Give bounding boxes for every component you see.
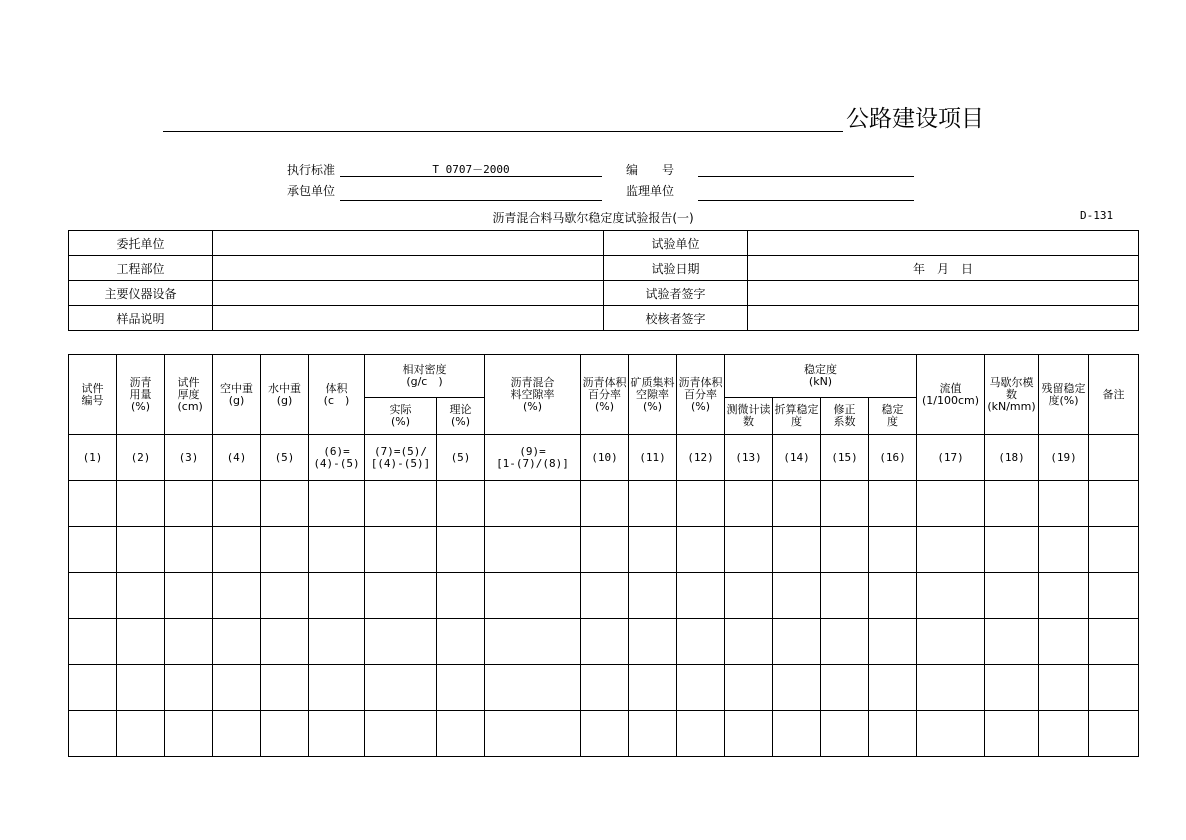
table-cell[interactable] <box>437 665 485 711</box>
table-cell[interactable] <box>1089 573 1139 619</box>
table-cell[interactable] <box>917 711 985 757</box>
table-row <box>69 711 1139 757</box>
table-cell[interactable] <box>821 711 869 757</box>
col-flow: 流值 <box>939 381 962 395</box>
page-title: 公路建设项目 <box>846 106 984 132</box>
title-underline <box>163 131 843 132</box>
num-15: (15) <box>821 435 869 481</box>
table-cell[interactable] <box>165 619 213 665</box>
num-6b: (4)-(5) <box>313 456 360 470</box>
table-cell[interactable] <box>581 711 629 757</box>
table-cell[interactable] <box>117 619 165 665</box>
col-relative-density-unit: (g/c ) <box>406 375 443 388</box>
sample-desc-field[interactable] <box>213 306 604 331</box>
table-cell[interactable] <box>581 619 629 665</box>
col-void-ratio: 沥青混合 <box>510 375 555 389</box>
table-cell[interactable] <box>165 665 213 711</box>
table-cell[interactable] <box>365 573 437 619</box>
col-thickness: 试件厚度(cm) <box>177 375 203 413</box>
num-13: (13) <box>725 435 773 481</box>
table-cell[interactable] <box>985 481 1039 527</box>
table-cell[interactable] <box>1089 619 1139 665</box>
table-cell[interactable] <box>629 619 677 665</box>
num-remarks <box>1089 435 1139 481</box>
table-cell[interactable] <box>261 711 309 757</box>
table-cell[interactable] <box>581 481 629 527</box>
test-date-field[interactable]: 年 月 日 <box>748 256 1139 281</box>
table-cell[interactable] <box>365 665 437 711</box>
info-table <box>68 230 1139 331</box>
table-cell[interactable] <box>629 711 677 757</box>
test-unit-field[interactable] <box>748 231 1139 256</box>
table-cell[interactable] <box>821 527 869 573</box>
table-cell[interactable] <box>581 665 629 711</box>
number-label: 编 号 <box>626 163 675 177</box>
col-actual-unit: (%) <box>390 415 411 428</box>
num-17: (17) <box>917 435 985 481</box>
table-cell[interactable] <box>677 527 725 573</box>
table-cell[interactable] <box>1039 665 1089 711</box>
table-cell[interactable] <box>869 573 917 619</box>
col-asphalt-volume-2: 沥青体积百分率(%) <box>678 375 723 413</box>
supervisor-underline <box>698 200 914 201</box>
table-cell[interactable] <box>917 573 985 619</box>
main-table <box>68 354 1139 757</box>
table-cell[interactable] <box>365 527 437 573</box>
table-cell[interactable] <box>309 619 365 665</box>
project-part-label: 工程部位 <box>69 256 213 281</box>
tester-sign-field[interactable] <box>748 281 1139 306</box>
table-cell[interactable] <box>677 619 725 665</box>
table-cell[interactable] <box>1089 711 1139 757</box>
table-cell[interactable] <box>1039 481 1089 527</box>
table-cell[interactable] <box>869 619 917 665</box>
table-cell[interactable] <box>869 527 917 573</box>
table-cell[interactable] <box>261 665 309 711</box>
col-specimen-no: 试件编号 <box>81 381 104 407</box>
data-rows <box>69 481 1139 757</box>
col-void-ratio-unit: (%) <box>522 399 543 413</box>
col-weight-air-unit: (g) <box>228 393 245 407</box>
table-cell[interactable] <box>485 711 581 757</box>
col-weight-water-unit: (g) <box>276 393 293 407</box>
table-cell[interactable] <box>773 665 821 711</box>
table-cell[interactable] <box>117 481 165 527</box>
contractor-underline <box>340 200 602 201</box>
table-cell[interactable] <box>365 481 437 527</box>
col-dial-reading: 测微计读数 <box>726 403 771 428</box>
table-cell[interactable] <box>677 711 725 757</box>
table-cell[interactable] <box>213 711 261 757</box>
table-cell[interactable] <box>821 619 869 665</box>
table-cell[interactable] <box>985 665 1039 711</box>
col-stability-value: 稳定度 <box>881 403 904 428</box>
num-4: (4) <box>213 435 261 481</box>
col-theory: 理论 <box>449 403 472 416</box>
table-cell[interactable] <box>165 527 213 573</box>
num-3: (3) <box>165 435 213 481</box>
header-row-1 <box>69 355 1139 398</box>
col-weight-air: 空中重 <box>220 381 253 395</box>
table-cell[interactable] <box>629 573 677 619</box>
standard-value: T 0707－2000 <box>432 163 510 176</box>
client-label: 委托单位 <box>69 231 213 256</box>
table-row <box>69 527 1139 573</box>
table-cell[interactable] <box>725 527 773 573</box>
table-cell[interactable] <box>485 573 581 619</box>
info-row <box>69 281 1139 306</box>
table-cell[interactable] <box>581 573 629 619</box>
num-2: (2) <box>117 435 165 481</box>
info-row <box>69 256 1139 281</box>
table-cell[interactable] <box>773 527 821 573</box>
table-cell[interactable] <box>821 573 869 619</box>
table-cell[interactable] <box>1039 573 1089 619</box>
num-11: (11) <box>629 435 677 481</box>
col-volume: 体积 <box>325 381 348 395</box>
table-cell[interactable] <box>213 573 261 619</box>
table-cell[interactable] <box>213 619 261 665</box>
table-cell[interactable] <box>1089 527 1139 573</box>
table-cell[interactable] <box>773 619 821 665</box>
num-7b: [(4)-(5)] <box>370 456 431 470</box>
table-cell[interactable] <box>629 481 677 527</box>
test-date-label: 试验日期 <box>604 256 748 281</box>
col-theory-unit: (%) <box>450 415 471 428</box>
num-18: (18) <box>985 435 1039 481</box>
table-cell[interactable] <box>437 573 485 619</box>
table-cell[interactable] <box>985 711 1039 757</box>
table-cell[interactable] <box>485 527 581 573</box>
table-cell[interactable] <box>677 481 725 527</box>
table-cell[interactable] <box>1039 619 1089 665</box>
col-asphalt-content: 沥青用量(%) <box>129 375 152 413</box>
table-cell[interactable] <box>917 665 985 711</box>
table-cell[interactable] <box>117 527 165 573</box>
table-cell[interactable] <box>677 665 725 711</box>
num-14: (14) <box>773 435 821 481</box>
table-cell[interactable] <box>69 711 117 757</box>
col-volume-unit: (c ) <box>323 393 350 407</box>
table-cell[interactable] <box>69 665 117 711</box>
table-cell[interactable] <box>485 481 581 527</box>
client-field[interactable] <box>213 231 604 256</box>
table-cell[interactable] <box>917 481 985 527</box>
table-cell[interactable] <box>309 481 365 527</box>
table-cell[interactable] <box>165 481 213 527</box>
table-cell[interactable] <box>821 481 869 527</box>
num-9b: [1-(7)/(8)] <box>496 456 569 470</box>
table-cell[interactable] <box>1089 481 1139 527</box>
instruments-label: 主要仪器设备 <box>69 281 213 306</box>
col-residual-stability: 残留稳定度(%) <box>1041 381 1086 407</box>
project-part-field[interactable] <box>213 256 604 281</box>
col-stability-unit: (kN) <box>808 375 833 388</box>
table-cell[interactable] <box>213 481 261 527</box>
num-8: (5) <box>437 435 485 481</box>
formula-row <box>69 435 1139 481</box>
table-cell[interactable] <box>365 619 437 665</box>
table-cell[interactable] <box>725 573 773 619</box>
table-row <box>69 481 1139 527</box>
table-cell[interactable] <box>309 573 365 619</box>
table-cell[interactable] <box>485 619 581 665</box>
col-marshall-modulus: 马歇尔模数(kN/mm) <box>987 375 1036 413</box>
num-10: (10) <box>581 435 629 481</box>
table-cell[interactable] <box>365 711 437 757</box>
table-row <box>69 665 1139 711</box>
table-cell[interactable] <box>773 711 821 757</box>
table-cell[interactable] <box>725 481 773 527</box>
table-row <box>69 573 1139 619</box>
form-code: D-131 <box>1080 209 1114 222</box>
col-actual: 实际 <box>389 403 412 416</box>
supervisor-label: 监理单位 <box>626 184 675 198</box>
table-cell[interactable] <box>165 573 213 619</box>
table-cell[interactable] <box>261 481 309 527</box>
col-flow-unit: (1/100cm) <box>921 393 980 407</box>
table-cell[interactable] <box>69 527 117 573</box>
num-6a: (6)= <box>323 444 350 458</box>
table-cell[interactable] <box>117 711 165 757</box>
table-cell[interactable] <box>985 527 1039 573</box>
col-weight-water: 水中重 <box>268 381 301 395</box>
table-cell[interactable] <box>213 665 261 711</box>
table-cell[interactable] <box>309 711 365 757</box>
table-cell[interactable] <box>261 573 309 619</box>
num-7a: (7)=(5)/ <box>374 444 427 458</box>
table-cell[interactable] <box>677 573 725 619</box>
table-cell[interactable] <box>309 665 365 711</box>
table-cell[interactable] <box>773 573 821 619</box>
table-cell[interactable] <box>725 619 773 665</box>
table-cell[interactable] <box>261 619 309 665</box>
table-cell[interactable] <box>69 481 117 527</box>
table-cell[interactable] <box>69 619 117 665</box>
table-cell[interactable] <box>917 527 985 573</box>
tester-sign-label: 试验者签字 <box>604 281 748 306</box>
col-converted-stability: 折算稳定度 <box>774 403 819 428</box>
col-asphalt-volume: 沥青体积百分率(%) <box>582 375 627 413</box>
table-cell[interactable] <box>629 527 677 573</box>
report-title: 沥青混合料马歇尔稳定度试验报告(一) <box>492 211 694 225</box>
table-cell[interactable] <box>117 573 165 619</box>
table-cell[interactable] <box>437 619 485 665</box>
table-row <box>69 619 1139 665</box>
table-cell[interactable] <box>213 527 261 573</box>
checker-sign-label: 校核者签字 <box>604 306 748 331</box>
table-cell[interactable] <box>985 619 1039 665</box>
num-9a: (9)= <box>519 444 546 458</box>
table-cell[interactable] <box>821 665 869 711</box>
standard-label: 执行标准 <box>287 163 336 177</box>
col-relative-density: 相对密度 <box>402 363 447 376</box>
table-cell[interactable] <box>1089 665 1139 711</box>
instruments-field[interactable] <box>213 281 604 306</box>
table-cell[interactable] <box>1039 527 1089 573</box>
checker-sign-field[interactable] <box>748 306 1139 331</box>
number-underline <box>698 176 914 177</box>
table-cell[interactable] <box>437 711 485 757</box>
col-stability: 稳定度 <box>804 363 837 376</box>
table-cell[interactable] <box>117 665 165 711</box>
table-cell[interactable] <box>869 665 917 711</box>
table-cell[interactable] <box>629 665 677 711</box>
table-cell[interactable] <box>309 527 365 573</box>
table-cell[interactable] <box>917 619 985 665</box>
contractor-label: 承包单位 <box>287 184 336 198</box>
table-cell[interactable] <box>165 711 213 757</box>
num-16: (16) <box>869 435 917 481</box>
col-vma: 矿质集料空隙率(%) <box>630 375 675 413</box>
test-unit-label: 试验单位 <box>604 231 748 256</box>
col-void-ratio-2: 料空隙率 <box>510 387 555 401</box>
col-correction-factor: 修正系数 <box>833 403 856 428</box>
sample-desc-label: 样品说明 <box>69 306 213 331</box>
table-cell[interactable] <box>437 481 485 527</box>
table-cell[interactable] <box>261 527 309 573</box>
table-cell[interactable] <box>437 527 485 573</box>
table-cell[interactable] <box>485 665 581 711</box>
table-cell[interactable] <box>581 527 629 573</box>
table-cell[interactable] <box>985 573 1039 619</box>
num-19: (19) <box>1039 435 1089 481</box>
info-row <box>69 231 1139 256</box>
table-cell[interactable] <box>69 573 117 619</box>
table-cell[interactable] <box>773 481 821 527</box>
table-cell[interactable] <box>869 481 917 527</box>
info-row <box>69 306 1139 331</box>
table-cell[interactable] <box>725 711 773 757</box>
num-1: (1) <box>69 435 117 481</box>
num-5: (5) <box>261 435 309 481</box>
num-12: (12) <box>677 435 725 481</box>
col-remarks: 备注 <box>1102 387 1125 401</box>
table-cell[interactable] <box>1039 711 1089 757</box>
table-cell[interactable] <box>725 665 773 711</box>
table-cell[interactable] <box>869 711 917 757</box>
